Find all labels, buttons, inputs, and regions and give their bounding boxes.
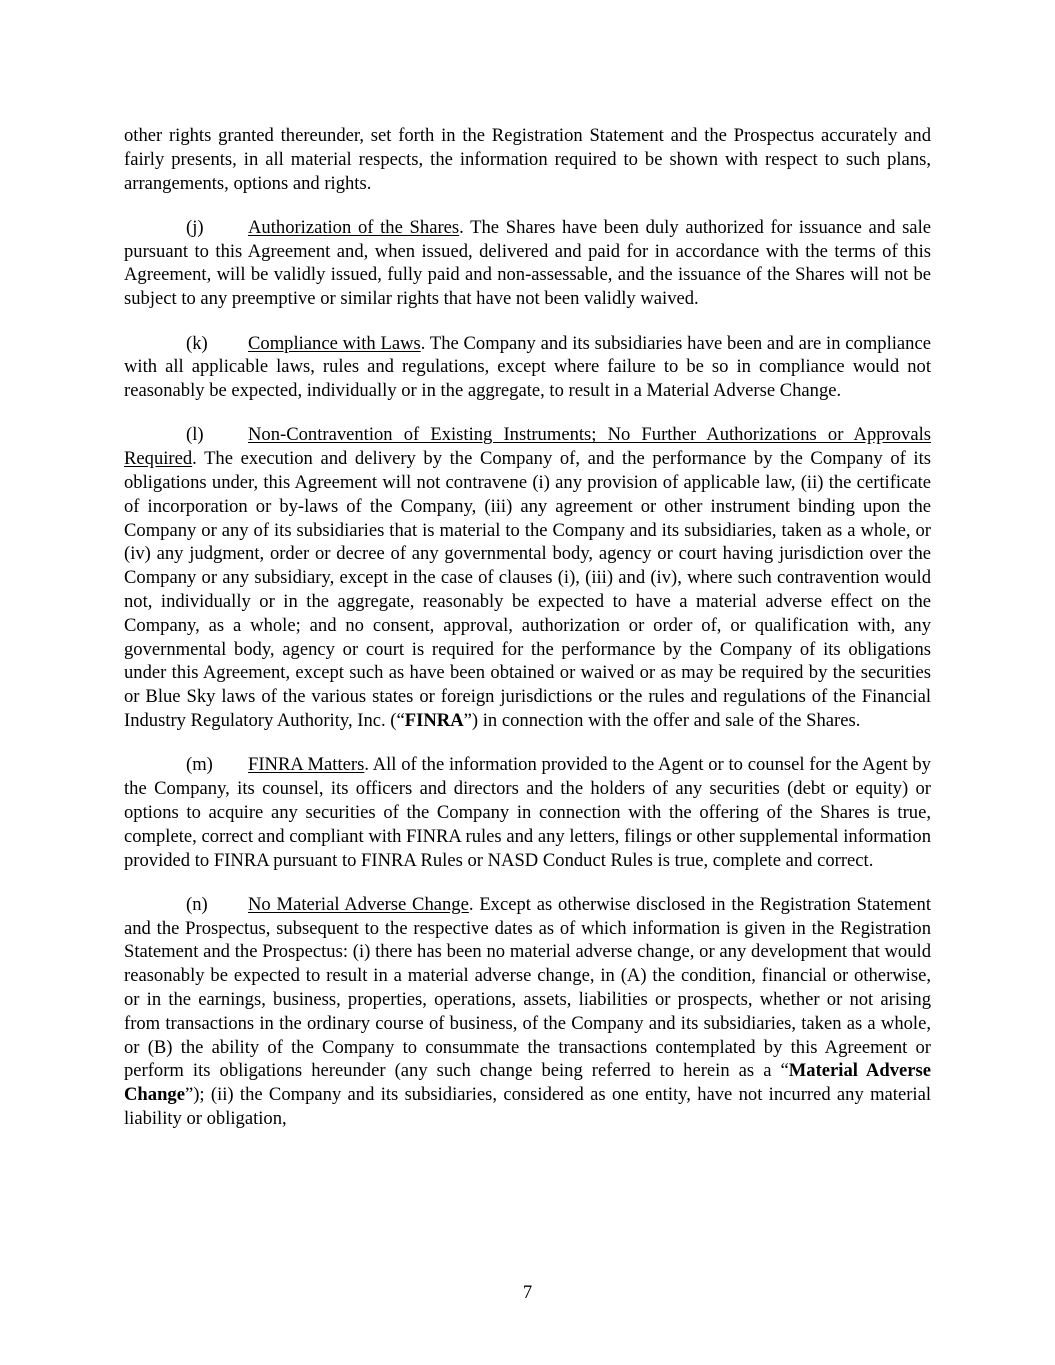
section-body: . Except as otherwise disclosed in the Registration Statement and the Prospectus, subsequent to the respective dates as of which information is given in the Registration Statement and the Prospectus: (i) there has been no material adverse change, or any development that would reasonably be expected to result in a material adverse change, in (A) the condition, financial or otherwise, or in the earnings, business, properties, operations, assets, liabilities or prospects, whether or not arising from transactions in the ordinary course of business, of the Company and its subsidiaries, taken as a whole, or (B) the ability of the Company to consummate the transactions contemplated by this Agreement or perform its obligations hereunder (any such change being referred to herein as a “ [124, 893, 931, 1082]
document-page [124, 124, 931, 1151]
section-marker: (m) [186, 754, 213, 776]
section-heading: Non-Contravention of Existing Instruments; No Further Authorizations or Approvals Required [124, 424, 931, 470]
section-heading: FINRA Matters [248, 754, 365, 776]
section-l [124, 423, 931, 732]
section-marker: (k) [186, 332, 208, 354]
defined-term: Material Adverse Change [124, 1060, 931, 1106]
section-body-end: ”); (ii) the Company and its subsidiaries, considered as one entity, have not incurred any material liability or obligation, [124, 1084, 931, 1129]
section-body: . The Shares have been duly authorized for issuance and sale pursuant to this Agreement and, when issued, delivered and paid for in accordance with the terms of this Agreement, will be validly issued, fully paid and non-assessable, and the issuance of the Shares will not be subject to any preemptive or similar rights that have not been validly waived. [124, 216, 931, 310]
section-body: . All of the information provided to the Agent or to counsel for the Agent by the Company, its counsel, its officers and directors and the holders of any securities (debt or equity) or options to acquire any securities of the Company in connection with the offering of the Shares is true, complete, correct and compliant with FINRA rules and any letters, filings or other supplemental information provided to FINRA pursuant to FINRA Rules or NASD Conduct Rules is true, complete and correct. [124, 754, 931, 871]
section-heading: Compliance with Laws [248, 332, 421, 354]
section-body: . The execution and delivery by the Company of, and the performance by the Company of its obligations under, this Agreement will not contravene (i) any provision of applicable law, (ii) the certificate of incorporation or by-laws of the Company, (iii) any agreement or other instrument binding upon the Company or any of its subsidiaries that is material to the Company and its subsidiaries, taken as a whole, or (iv) any judgment, order or decree of any governmental body, agency or court having jurisdiction over the Company or any subsidiary, except in the case of clauses (i), (iii) and (iv), where such contravention would not, individually or in the aggregate, reasonably be expected to have a material adverse effect on the Company, as a whole; and no consent, approval, authorization or order of, or qualification with, any governmental body, agency or court is required for the performance by the Company of its obligations under this Agreement, except such as have been obtained or waived or as may be required by the securities or Blue Sky laws of the various states or foreign jurisdictions or the rules and regulations of the Financial Industry Regulatory Authority, Inc. (“ [124, 448, 931, 732]
intro-paragraph: other rights granted thereunder, set forth in the Registration Statement and the Prospectus accurately and fairly presents, in all material respects, the information required to be shown with respect to such plans, arrangements, options and rights. [124, 125, 931, 194]
section-heading: No Material Adverse Change [248, 893, 469, 915]
section-marker: (n) [186, 893, 208, 915]
defined-term: FINRA [404, 710, 464, 732]
section-m [124, 753, 931, 872]
section-marker: (l) [186, 424, 204, 446]
section-j [124, 216, 931, 311]
section-marker: (j) [186, 216, 204, 238]
page-number: 7 [522, 1282, 533, 1303]
section-body: . The Company and its subsidiaries have been and are in compliance with all applicable laws, rules and regulations, except where failure to be so in compliance would not reasonably be expected, individually or in the aggregate, to result in a Material Adverse Change. [124, 332, 931, 402]
section-n [124, 893, 931, 1131]
section-body-end: ”) in connection with the offer and sale of the Shares. [463, 710, 861, 732]
section-k [124, 332, 931, 403]
section-heading: Authorization of the Shares [248, 216, 460, 238]
